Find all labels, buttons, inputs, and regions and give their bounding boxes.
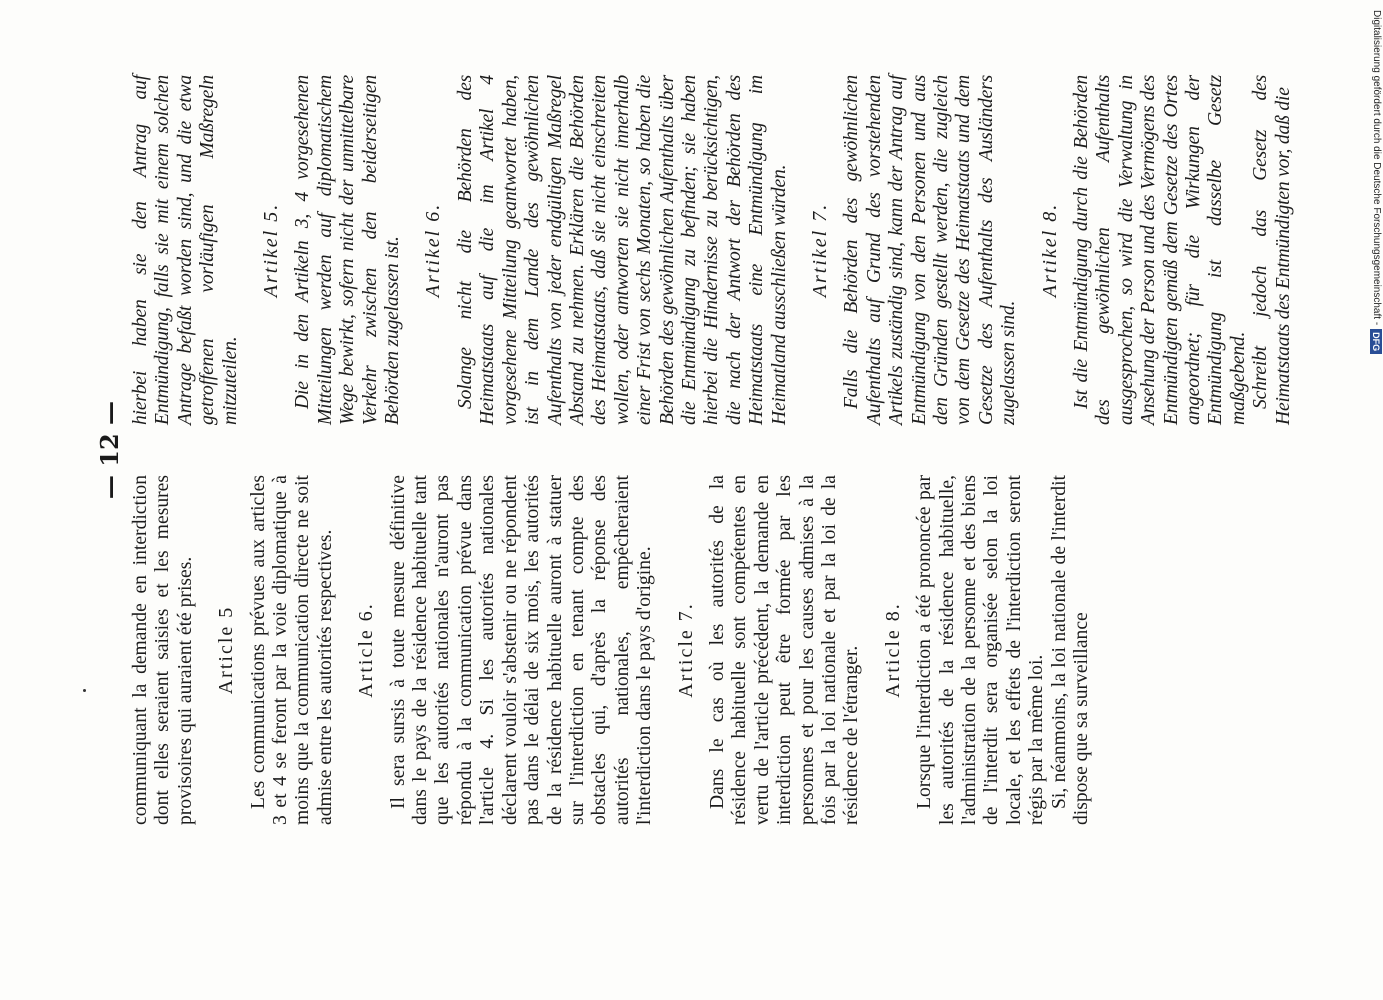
paragraph: Lorsque l'interdiction a été prononcée par les autorités de la résidence habituelle, l'administration de la personne et des biens de l'interdit sera organisée selon la loi locale, et les effets de l'interdiction seront régis par la même loi.: [914, 475, 1048, 825]
paragraph: communiquant la demande en interdiction dont elles seraient saisies et les mesures provisoires qui auraient été prises.: [130, 475, 196, 825]
paragraph: Les communications prévues aux articles 3 et 4 se feront par la voie diplomatique à moins que la communication directe ne soit admise entre les autorités respectives.: [247, 475, 336, 825]
article-heading: Article 5: [215, 605, 238, 695]
article-heading: Article 7.: [674, 602, 697, 698]
article-heading: Artikel 7.: [808, 202, 831, 298]
article-heading: Article 8.: [881, 602, 904, 698]
dfg-logo: DFG: [1370, 329, 1382, 354]
credit-text: Digitalisierung gefördert durch die Deutsche Forschungsgemeinschaft -: [1371, 10, 1382, 326]
ink-speck: [83, 689, 86, 692]
digitization-credit: [1369, 10, 1383, 780]
paragraph: Si, néanmoins, la loi nationale de l'interdit dispose que sa surveillance: [1048, 475, 1093, 825]
paragraph: Solange nicht die Behörden des Heimatstaats auf die im Artikel 4 vorgesehene Mitteilung geantwortet haben, ist in dem Lande des gewöhnlichen Aufenthalts von jeder endgültigen Maßregel Abstand zu nehmen. Erklären die Behörden des Heimatstaats, daß sie nicht einschreiten wollen, oder antworten sie nicht innerhalb einer Frist von sechs Monaten, so haben die Behörden des gewöhnlichen Aufenthalts über die Entmündigung zu befinden; sie haben hierbei die Hindernisse zu berücksichtigen, die nach der Antwort der Behörden des Heimatstaats eine Entmündigung im Heimatland ausschließen würden.: [454, 75, 790, 425]
article-heading: Artikel 6.: [422, 202, 445, 298]
paragraph: Die in den Artikeln 3, 4 vorgesehenen Mitteilungen werden auf diplomatischem Wege bewirkt, sofern nicht der unmittelbare Verkehr zwischen den beiderseitigen Behörden zugelassen ist.: [292, 75, 404, 425]
page-number: — 12 —: [95, 400, 124, 500]
paragraph: Schreibt jedoch das Gesetz des Heimatstaats des Entmündigten vor, daß die: [1250, 75, 1294, 425]
paragraph: Dans le cas où les autorités de la résidence habituelle sont compétentes en vertu de l'article précédent, la demande en interdiction peut être formée par les personnes et pour les causes admises à la fois par la loi nationale et par la loi de la résidence de l'étranger.: [706, 475, 863, 825]
german-column: [130, 75, 1295, 425]
paragraph: Falls die Behörden des gewöhnlichen Aufenthalts auf Grund des vorstehenden Artikels zuständig sind, kann der Antrag auf Entmündigung von den Personen und aus den Gründen gestellt werden, die zugleich von dem Gesetze des Heimatstaats und dem Gesetze des Aufenthalts des Ausländers zugelassen sind.: [841, 75, 1020, 425]
french-column: [130, 475, 1093, 825]
paragraph: Il sera sursis à toute mesure définitive dans le pays de la résidence habituelle tant que les autorités nationales n'auront pas répondu à la communication prévue dans l'article 4. Si les autorités nationales déclarent vouloir s'abstenir ou ne répondent pas dans le délai de six mois, les autorités de la résidence habituelle auront à statuer sur l'interdiction en tenant compte des obstacles qui, d'après la réponse des autorités nationales, empêcheraient l'interdiction dans le pays d'origine.: [387, 475, 656, 825]
article-heading: Artikel 5.: [260, 202, 283, 298]
paragraph: hierbei haben sie den Antrag auf Entmündigung, falls sie mit einem solchen Antrage befaßt worden sind, und die etwa getroffenen vorläufigen Maßregeln mitzuteilen.: [130, 75, 241, 425]
article-heading: Artikel 8.: [1038, 202, 1061, 298]
paragraph: Ist die Entmündigung durch die Behörden des gewöhnlichen Aufenthalts ausgesprochen, so wird die Verwaltung in Ansehung der Person und des Vermögens des Entmündigten gemäß dem Gesetze des Ortes angeordnet; für die Wirkungen der Entmündigung ist dasselbe Gesetz maßgebend.: [1071, 75, 1249, 425]
article-heading: Article 6.: [355, 602, 378, 698]
